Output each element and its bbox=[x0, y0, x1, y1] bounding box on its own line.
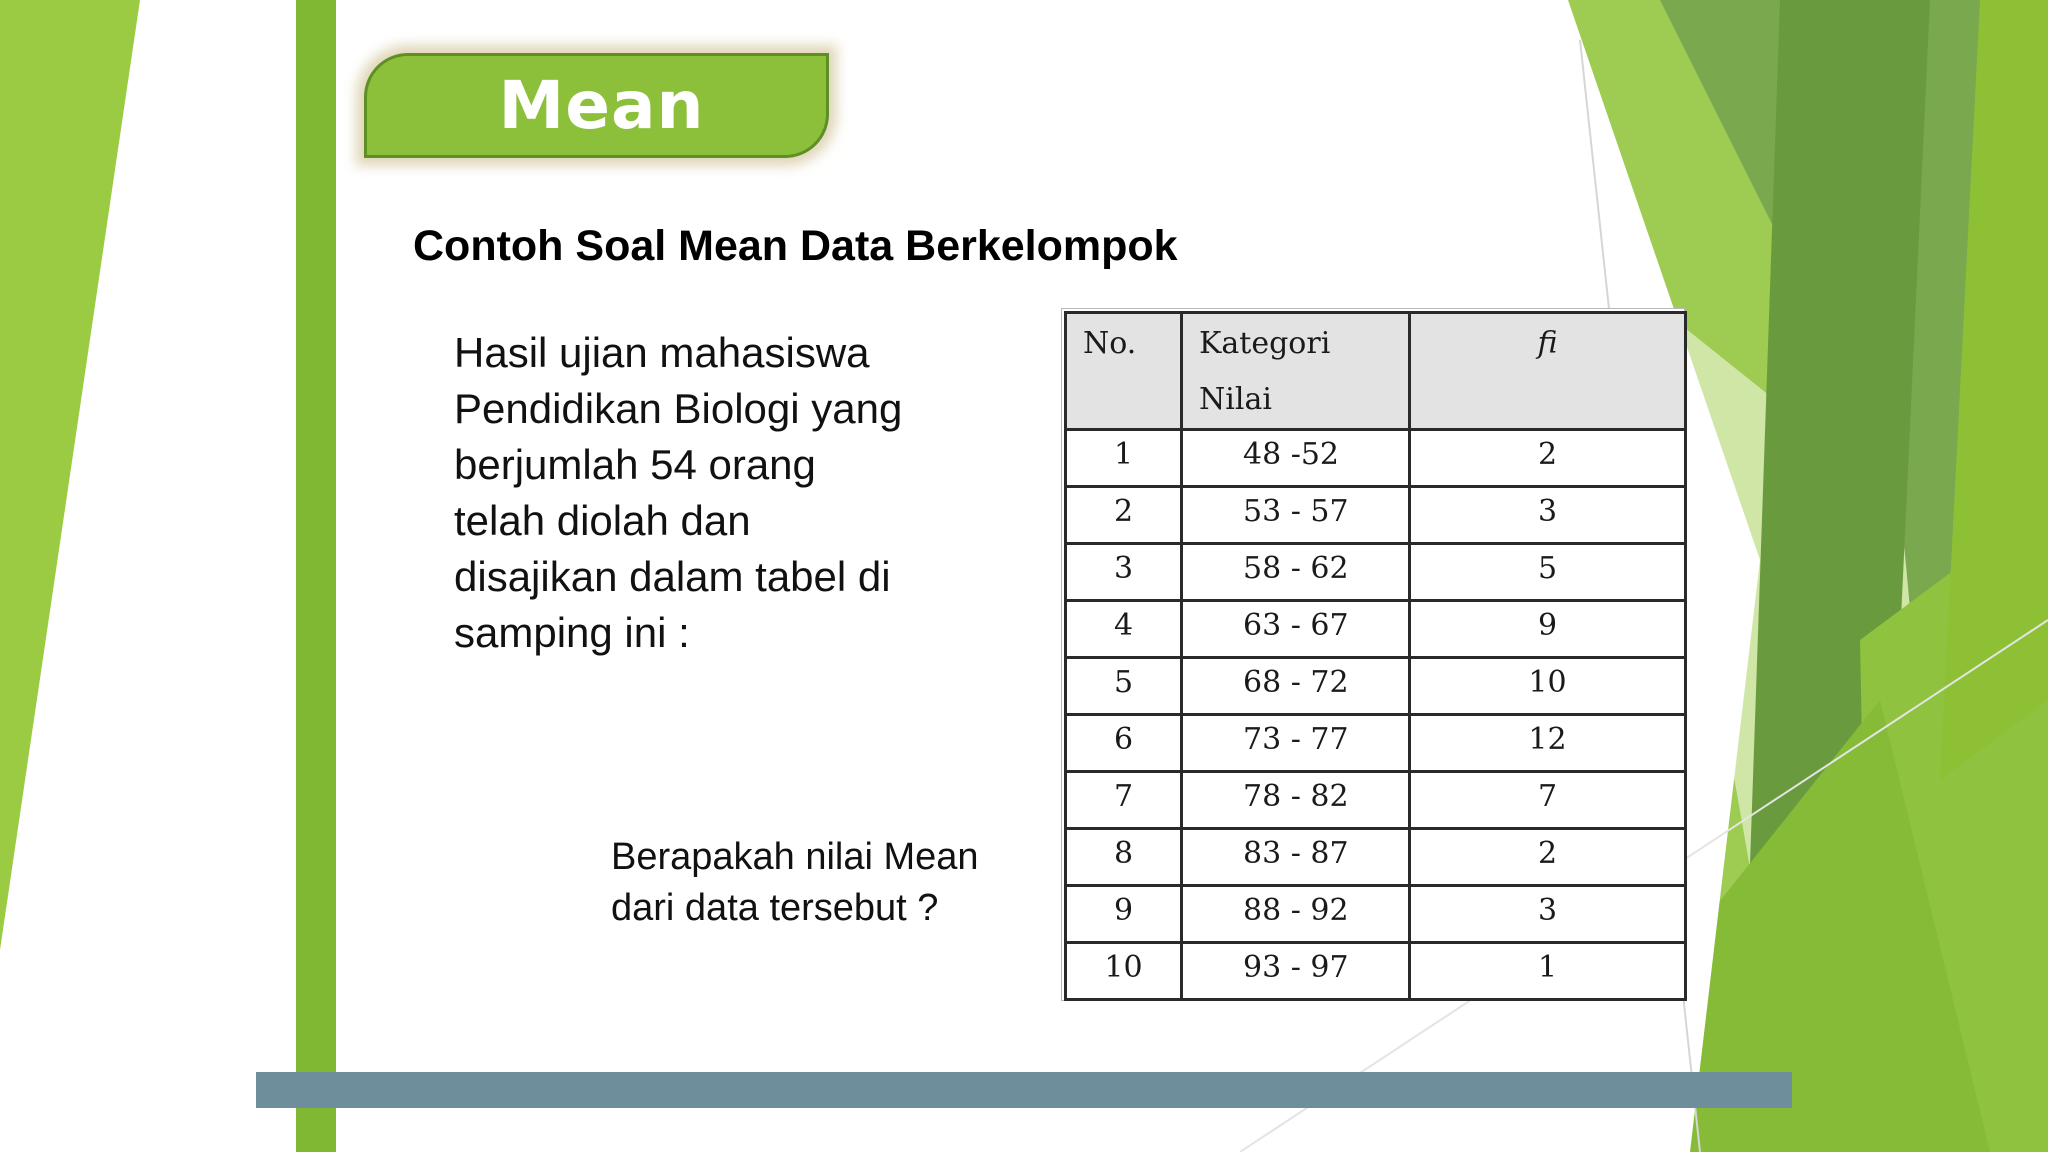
cell-fi: 10 bbox=[1410, 658, 1686, 715]
left-vertical-stripe bbox=[296, 0, 336, 1152]
slide-subtitle: Contoh Soal Mean Data Berkelompok bbox=[413, 222, 1178, 270]
cell-no: 3 bbox=[1066, 544, 1182, 601]
cell-kategori: 78 - 82 bbox=[1182, 772, 1410, 829]
paragraph-line: berjumlah 54 orang bbox=[454, 441, 816, 488]
header-kategori-line2: Nilai bbox=[1199, 382, 1272, 417]
paragraph-line: Hasil ujian mahasiswa bbox=[454, 329, 870, 376]
paragraph-line: disajikan dalam tabel di bbox=[454, 553, 891, 600]
title-banner bbox=[364, 53, 829, 158]
table-header-row bbox=[1066, 313, 1686, 430]
cell-kategori: 93 - 97 bbox=[1182, 943, 1410, 1000]
footer-bar bbox=[256, 1072, 1792, 1108]
cell-no: 5 bbox=[1066, 658, 1182, 715]
table-row bbox=[1066, 886, 1686, 943]
question-line: Berapakah nilai Mean bbox=[611, 836, 979, 878]
cell-no: 6 bbox=[1066, 715, 1182, 772]
cell-no: 7 bbox=[1066, 772, 1182, 829]
cell-fi: 3 bbox=[1410, 886, 1686, 943]
cell-no: 9 bbox=[1066, 886, 1182, 943]
question-text bbox=[611, 832, 1071, 934]
paragraph-line: samping ini : bbox=[454, 609, 690, 656]
paragraph-line: telah diolah dan bbox=[454, 497, 751, 544]
cell-kategori: 63 - 67 bbox=[1182, 601, 1410, 658]
table-row bbox=[1066, 772, 1686, 829]
cell-kategori: 68 - 72 bbox=[1182, 658, 1410, 715]
table-row bbox=[1066, 487, 1686, 544]
header-kategori bbox=[1182, 313, 1410, 430]
table-row bbox=[1066, 658, 1686, 715]
cell-kategori: 73 - 77 bbox=[1182, 715, 1410, 772]
cell-no: 10 bbox=[1066, 943, 1182, 1000]
problem-paragraph bbox=[454, 325, 1014, 661]
table-row bbox=[1066, 943, 1686, 1000]
header-no: No. bbox=[1066, 313, 1182, 430]
cell-kategori: 53 - 57 bbox=[1182, 487, 1410, 544]
header-kategori-line1: Kategori bbox=[1199, 326, 1331, 361]
cell-fi: 3 bbox=[1410, 487, 1686, 544]
cell-kategori: 83 - 87 bbox=[1182, 829, 1410, 886]
frequency-table-image bbox=[1061, 308, 1685, 1001]
slide-title: Mean bbox=[498, 67, 705, 144]
cell-fi: 1 bbox=[1410, 943, 1686, 1000]
cell-fi: 7 bbox=[1410, 772, 1686, 829]
left-green-wedge bbox=[0, 0, 140, 950]
table-row bbox=[1066, 715, 1686, 772]
cell-fi: 5 bbox=[1410, 544, 1686, 601]
table-row bbox=[1066, 430, 1686, 487]
cell-kategori: 88 - 92 bbox=[1182, 886, 1410, 943]
cell-no: 1 bbox=[1066, 430, 1182, 487]
table-row bbox=[1066, 544, 1686, 601]
header-fi: fi bbox=[1410, 313, 1686, 430]
frequency-table bbox=[1064, 311, 1687, 1001]
cell-fi: 12 bbox=[1410, 715, 1686, 772]
question-line: dari data tersebut ? bbox=[611, 887, 939, 929]
cell-no: 2 bbox=[1066, 487, 1182, 544]
cell-fi: 2 bbox=[1410, 829, 1686, 886]
paragraph-line: Pendidikan Biologi yang bbox=[454, 385, 903, 432]
cell-fi: 2 bbox=[1410, 430, 1686, 487]
cell-no: 8 bbox=[1066, 829, 1182, 886]
cell-no: 4 bbox=[1066, 601, 1182, 658]
cell-kategori: 58 - 62 bbox=[1182, 544, 1410, 601]
cell-fi: 9 bbox=[1410, 601, 1686, 658]
table-row bbox=[1066, 601, 1686, 658]
table-row bbox=[1066, 829, 1686, 886]
cell-kategori: 48 -52 bbox=[1182, 430, 1410, 487]
